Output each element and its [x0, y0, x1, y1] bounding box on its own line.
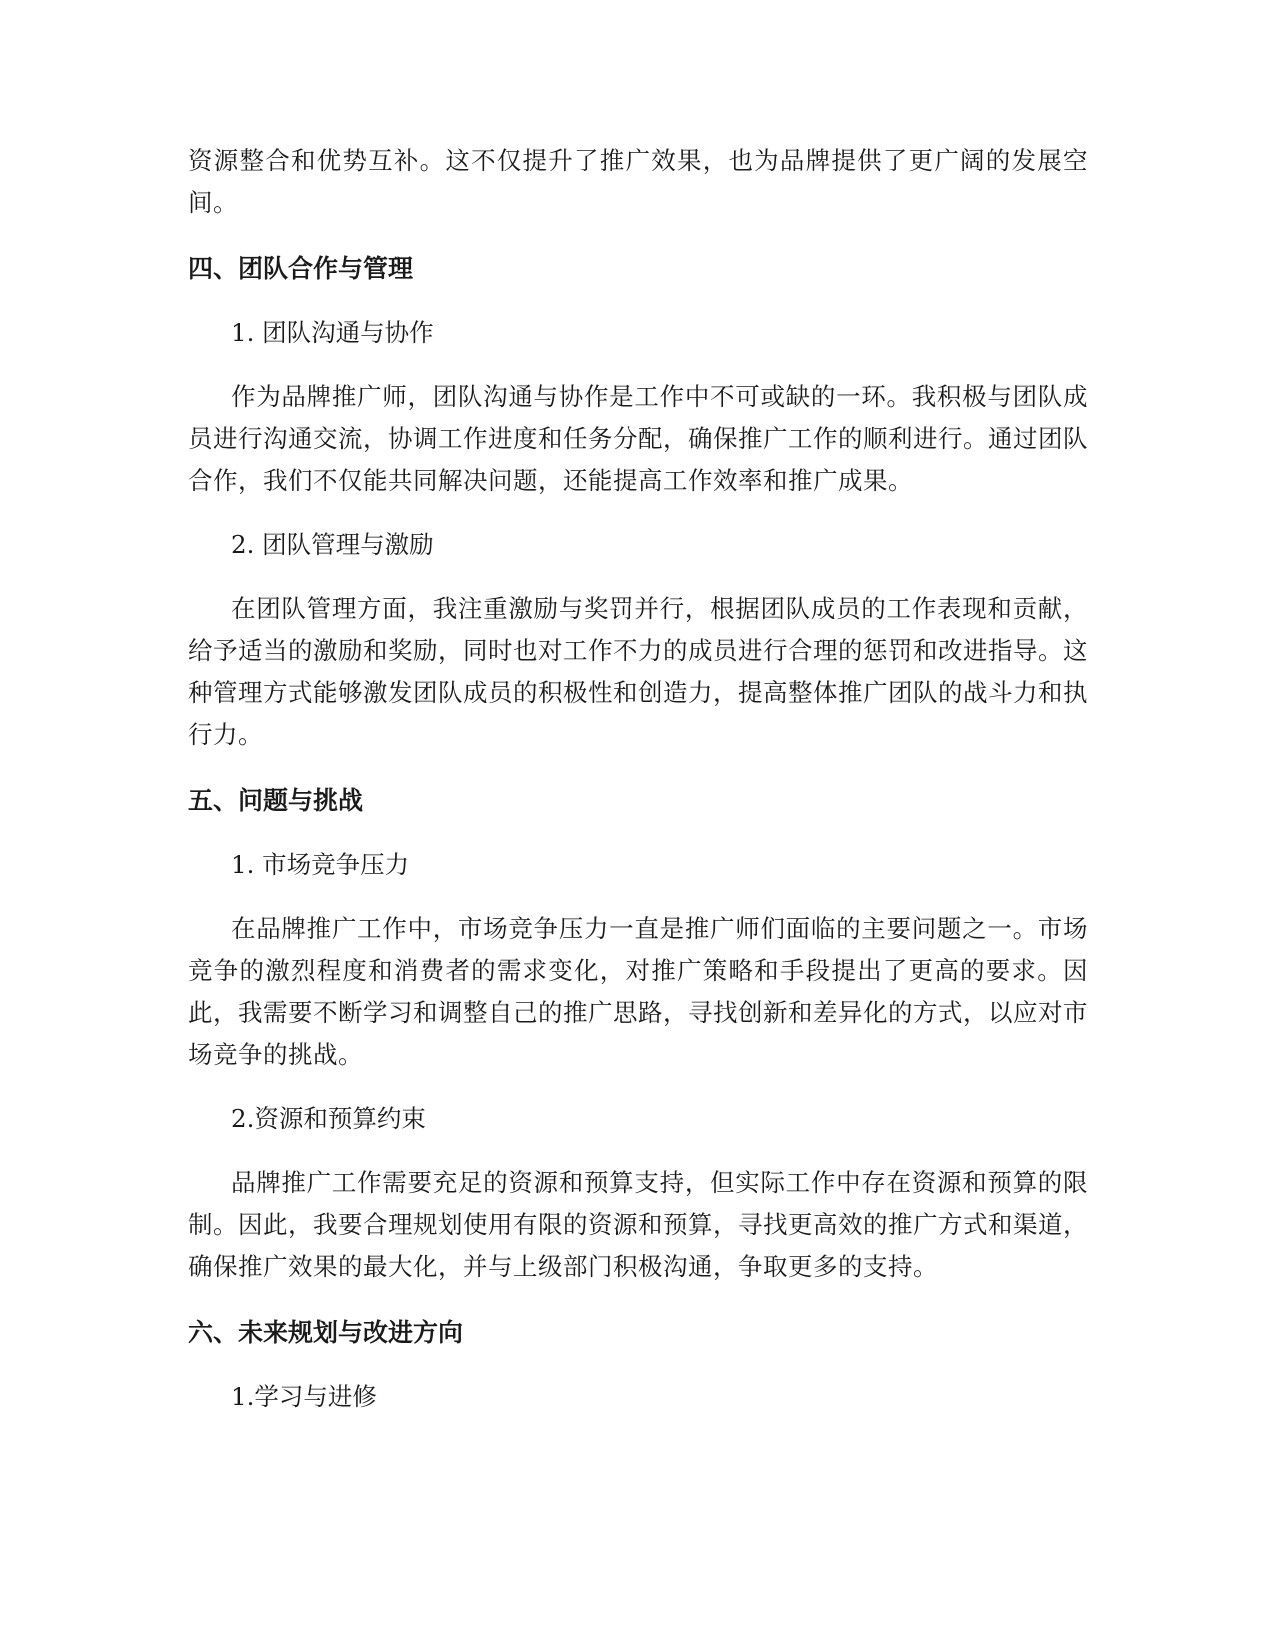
section-heading-problems-challenges: 五、问题与挑战	[188, 786, 364, 815]
section-heading-future-plans: 六、未来规划与改进方向	[188, 1318, 464, 1347]
section-heading-team-cooperation: 四、团队合作与管理	[188, 254, 414, 283]
paragraph-market-competition: 在品牌推广工作中，市场竞争压力一直是推广师们面临的主要问题之一。市场竞争的激烈程度和消费者的需求变化，对推广策略和手段提出了更高的要求。因此，我需要不断学习和调整自己的推广思路，寻找创新和差异化的方式，以应对市场竞争的挑战。	[188, 914, 1088, 1069]
subheading-team-communication: 1. 团队沟通与协作	[231, 318, 434, 347]
subheading-market-competition: 1. 市场竞争压力	[231, 850, 410, 879]
paragraph-team-communication: 作为品牌推广师，团队沟通与协作是工作中不可或缺的一环。我积极与团队成员进行沟通交流，协调工作进度和任务分配，确保推广工作的顺利进行。通过团队合作，我们不仅能共同解决问题，还能提高工作效率和推广成果。	[188, 382, 1088, 495]
paragraph-continued: 资源整合和优势互补。这不仅提升了推广效果，也为品牌提供了更广阔的发展空间。	[188, 146, 1088, 217]
subheading-learning-training: 1.学习与进修	[231, 1382, 377, 1411]
subheading-team-management: 2. 团队管理与激励	[231, 530, 434, 559]
paragraph-team-management: 在团队管理方面，我注重激励与奖罚并行，根据团队成员的工作表现和贡献，给予适当的激励和奖励，同时也对工作不力的成员进行合理的惩罚和改进指导。这种管理方式能够激发团队成员的积极性和创造力，提高整体推广团队的战斗力和执行力。	[188, 594, 1088, 749]
subheading-resource-budget: 2.资源和预算约束	[231, 1104, 426, 1133]
paragraph-resource-budget: 品牌推广工作需要充足的资源和预算支持，但实际工作中存在资源和预算的限制。因此，我要合理规划使用有限的资源和预算，寻找更高效的推广方式和渠道，确保推广效果的最大化，并与上级部门积极沟通，争取更多的支持。	[188, 1168, 1088, 1281]
document-body	[188, 140, 1088, 1418]
